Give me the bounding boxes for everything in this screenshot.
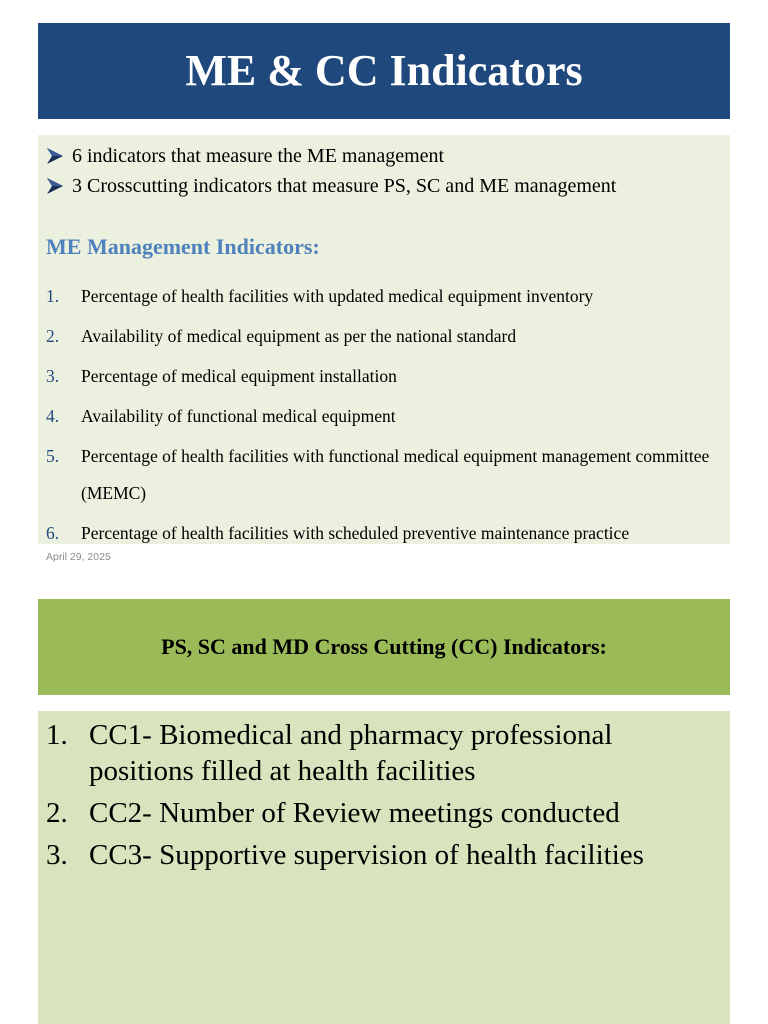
list-item bbox=[46, 358, 716, 395]
summary-bullet bbox=[47, 171, 616, 201]
list-item-text: CC2- Number of Review meetings conducted bbox=[89, 797, 620, 829]
me-indicator-list bbox=[46, 278, 716, 555]
list-item-text: Percentage of medical equipment installation bbox=[81, 366, 397, 386]
section-heading: ME Management Indicators: bbox=[46, 234, 320, 259]
list-item-text: Percentage of health facilities with updated medical equipment inventory bbox=[81, 286, 594, 306]
slide-title: ME & CC Indicators bbox=[185, 46, 583, 95]
list-item-number: 2. bbox=[46, 326, 60, 346]
list-item bbox=[46, 795, 686, 831]
list-item-number: 3. bbox=[46, 839, 68, 871]
list-item-number: 3. bbox=[46, 366, 60, 386]
summary-bullet-text: 3 Crosscutting indicators that measure PS, SC and ME management bbox=[72, 174, 617, 197]
title-bar bbox=[38, 23, 730, 119]
slide-date: April 29, 2025 bbox=[46, 551, 111, 563]
indicators-content bbox=[38, 135, 730, 544]
cc-header-title: PS, SC and MD Cross Cutting (CC) Indicators: bbox=[161, 634, 607, 659]
list-item-number: 4. bbox=[46, 406, 60, 426]
list-item bbox=[46, 278, 716, 315]
cc-header-bar bbox=[38, 599, 730, 695]
list-item-text: Availability of medical equipment as per the national standard bbox=[81, 326, 517, 346]
cc-indicator-list bbox=[46, 717, 686, 879]
list-item bbox=[46, 717, 686, 789]
summary-bullet-text: 6 indicators that measure the ME management bbox=[72, 144, 445, 167]
list-item-text: Availability of functional medical equipment bbox=[81, 406, 396, 426]
list-item-number: 2. bbox=[46, 797, 68, 829]
list-item-number: 1. bbox=[46, 719, 68, 751]
arrow-bullet-icon bbox=[47, 177, 63, 195]
list-item-text: CC3- Supportive supervision of health facilities bbox=[89, 839, 644, 871]
list-item bbox=[46, 837, 686, 873]
list-item-text: CC1- Biomedical and pharmacy professional positions filled at health facilities bbox=[89, 719, 613, 787]
list-item-text: Percentage of health facilities with scheduled preventive maintenance practice bbox=[81, 523, 630, 543]
list-item bbox=[46, 318, 716, 355]
cc-indicators-content bbox=[38, 711, 730, 1024]
list-item-text: Percentage of health facilities with functional medical equipment management committee (MEMC) bbox=[81, 446, 710, 503]
list-item-number: 5. bbox=[46, 446, 60, 466]
arrow-bullet-icon bbox=[47, 147, 63, 165]
summary-bullet-list bbox=[47, 141, 616, 201]
list-item-number: 1. bbox=[46, 286, 60, 306]
list-item bbox=[46, 515, 716, 552]
list-item bbox=[46, 398, 716, 435]
list-item-number: 6. bbox=[46, 523, 60, 543]
summary-bullet bbox=[47, 141, 616, 171]
list-item bbox=[46, 438, 716, 512]
